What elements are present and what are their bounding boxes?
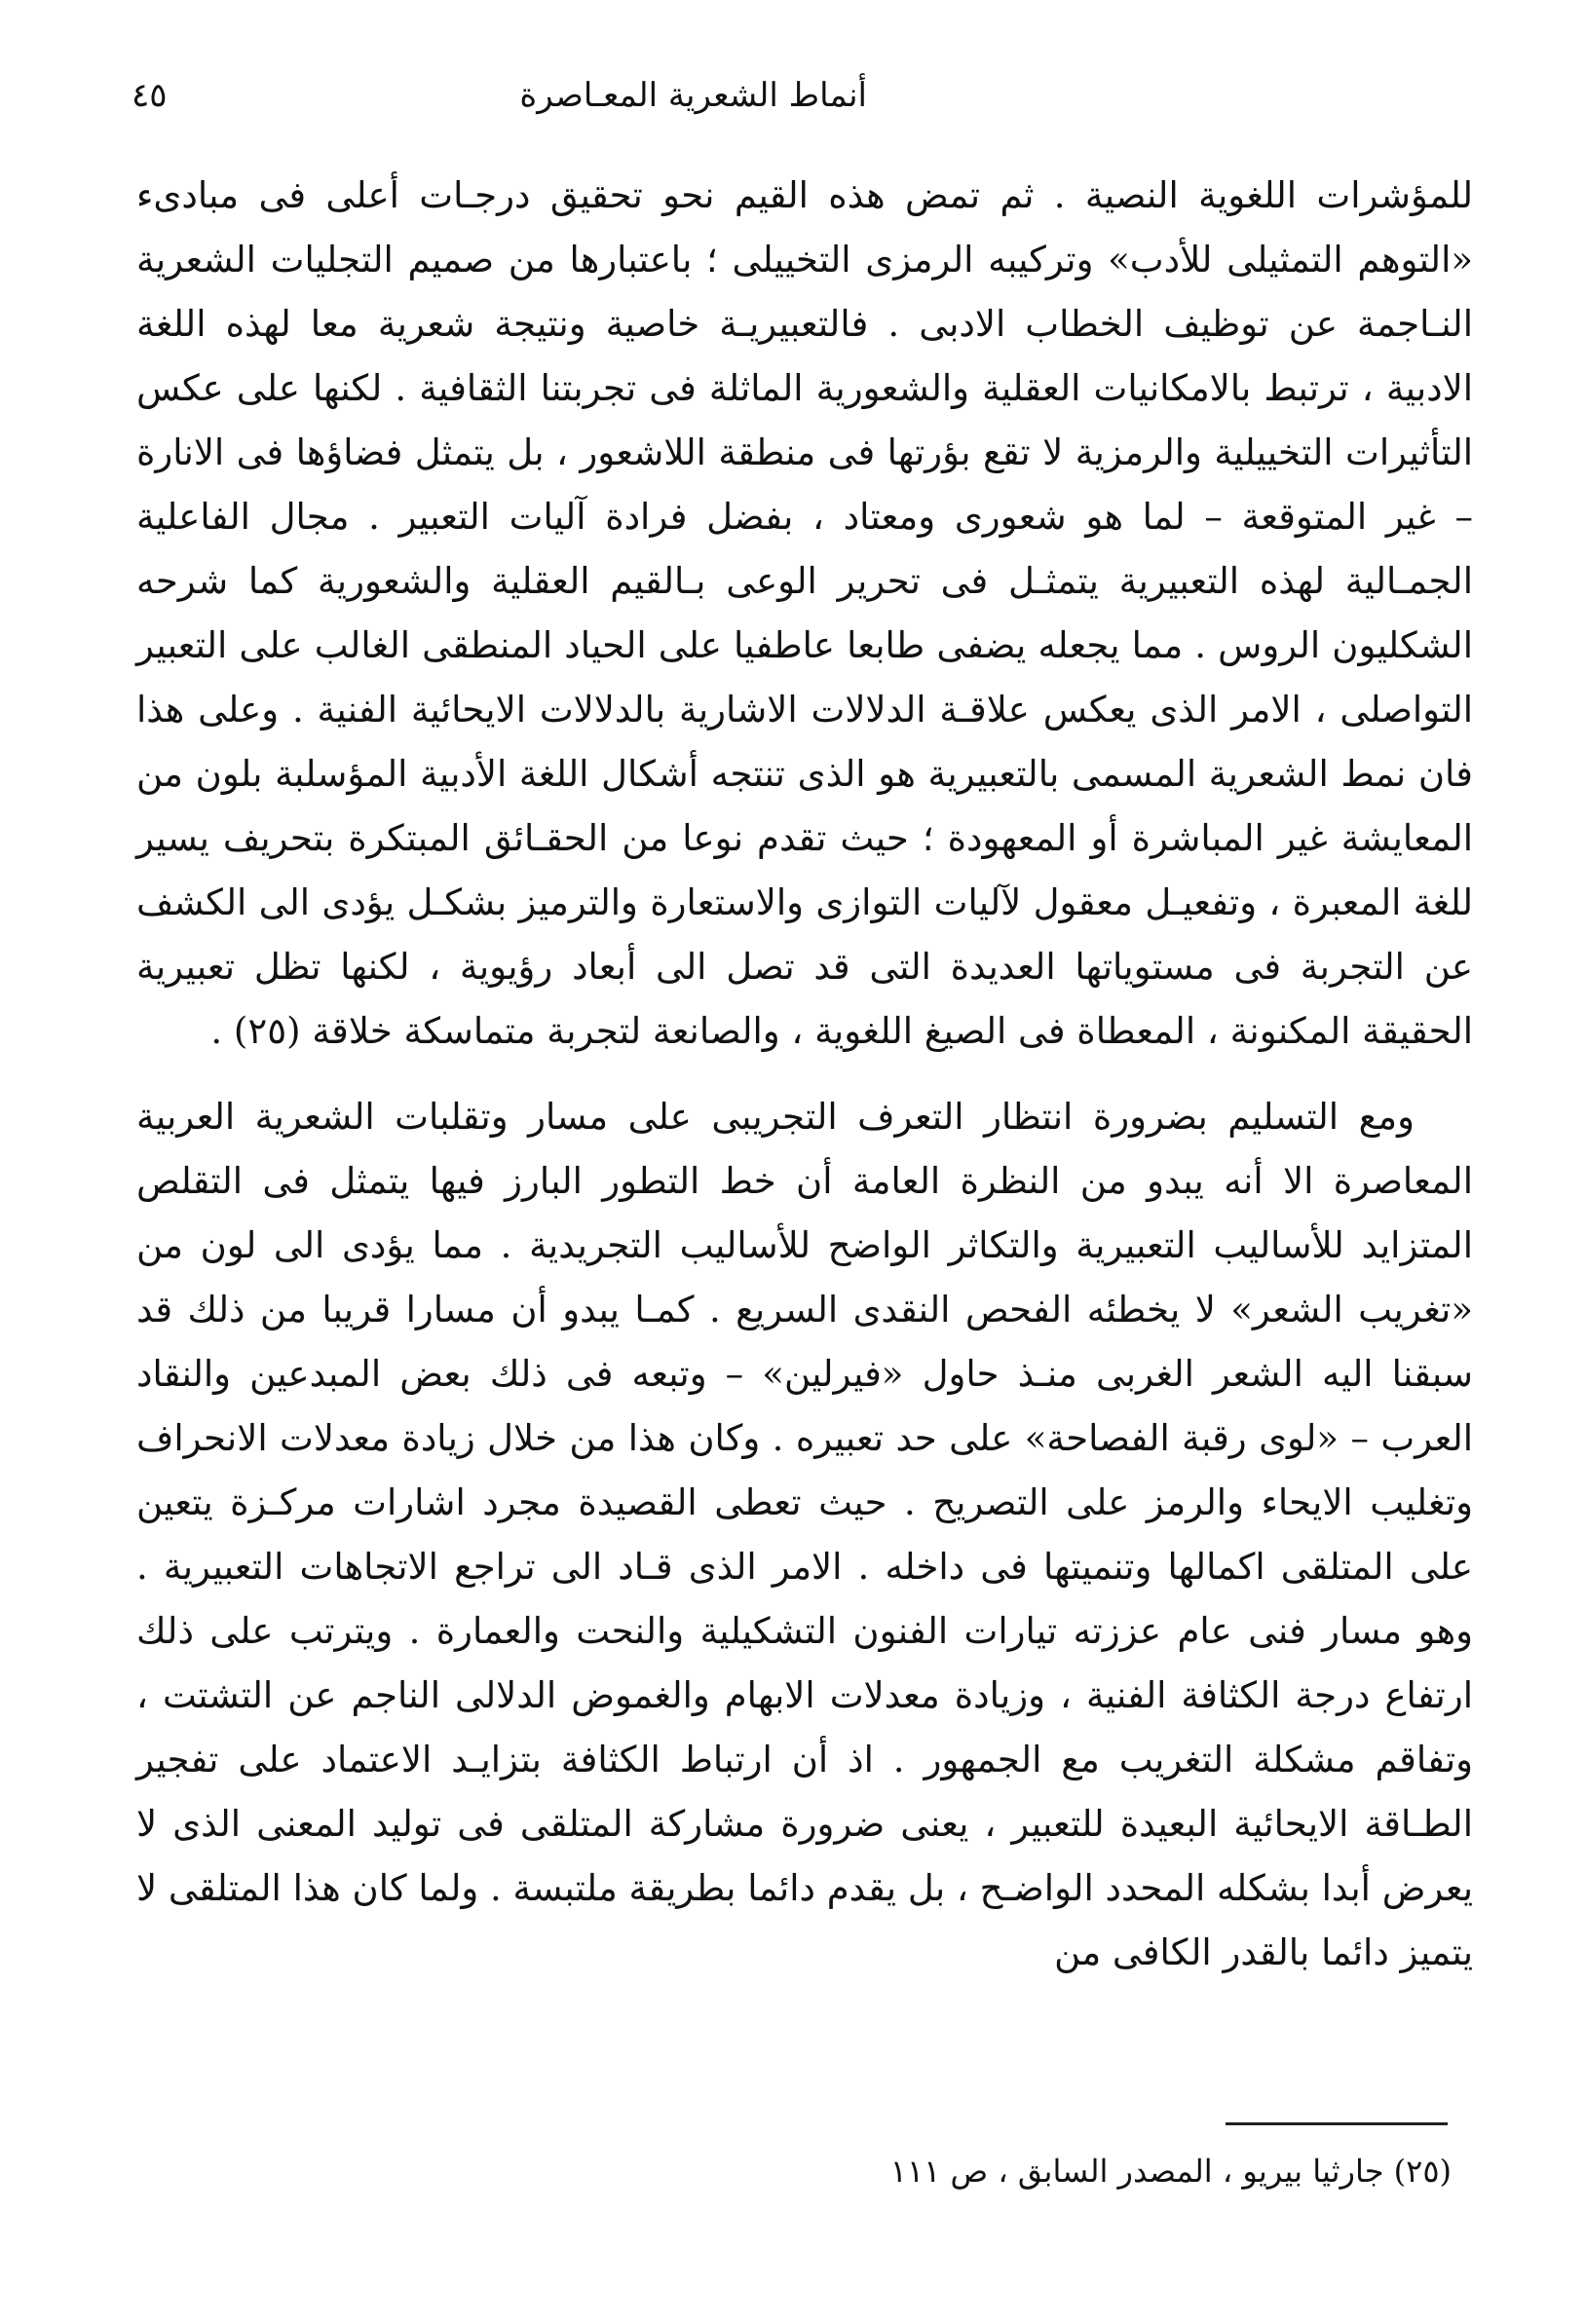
footnote: (٢٥) جارثيا بيريو ، المصدر السابق ، ص ١١١	[889, 2153, 1452, 2190]
footnote-divider	[1226, 2122, 1448, 2125]
running-title: أنماط الشعرية المعـاصرة	[519, 76, 867, 115]
body-text	[136, 164, 1473, 1985]
paragraph-2: ومع التسليم بضرورة انتظار التعرف التجريبى على مسار وتقلبات الشعرية العربية المعاصرة الا أنه يبدو من النظرة العامة أن خط التطور البارز فيها يتمثل فى التقلص المتزايد للأساليب التعبيرية والتكاثر الواضح للأساليب التجريدية . مما يؤدى الى لون من «تغريب الشعر» لا يخطئه الفحص النقدى السريع . كمـا يبدو أن مسارا قريبا من ذلك قد سبقنا اليه الشعر الغربى منـذ حاول «فيرلين» – وتبعه فى ذلك بعض المبدعين والنقاد العرب – «لوى رقبة الفصاحة» على حد تعبيره . وكان هذا من خلال زيادة معدلات الانحراف وتغليب الايحاء والرمز على التصريح . حيث تعطى القصيدة مجرد اشارات مركـزة يتعين على المتلقى اكمالها وتنميتها فى داخله . الامر الذى قـاد الى تراجع الاتجاهات التعبيرية . وهو مسار فنى عام عززته تيارات الفنون التشكيلية والنحت والعمارة . ويترتب على ذلك ارتفاع درجة الكثافة الفنية ، وزيادة معدلات الابهام والغموض الدلالى الناجم عن التشتت ، وتفاقم مشكلة التغريب مع الجمهور . اذ أن ارتباط الكثافة بتزايـد الاعتماد على تفجير الطـاقة الايحائية البعيدة للتعبير ، يعنى ضرورة مشاركة المتلقى فى توليد المعنى الذى لا يعرض أبدا بشكله المحدد الواضـح ، بل يقدم دائما بطريقة ملتبسة . ولما كان هذا المتلقى لا يتميز دائما بالقدر الكافى من	[136, 1096, 1473, 1973]
page-number: ٤٥	[132, 76, 168, 115]
paragraph-1: للمؤشرات اللغوية النصية . ثم تمض هذه القيم نحو تحقيق درجـات أعلى فى مبادىء «التوهم التمثيلى للأدب» وتركيبه الرمزى التخييلى ؛ باعتبارها من صميم التجليات الشعرية النـاجمة عن توظيف الخطاب الادبى . فالتعبيريـة خاصية ونتيجة شعرية معا لهذه اللغة الادبية ، ترتبط بالامكانيات العقلية والشعورية الماثلة فى تجربتنا الثقافية . لكنها على عكس التأثيرات التخييلية والرمزية لا تقع بؤرتها فى منطقة اللاشعور ، بل يتمثل فضاؤها فى الانارة – غير المتوقعة – لما هو شعورى ومعتاد ، بفضل فرادة آليات التعبير . مجال الفاعلية الجمـالية لهذه التعبيرية يتمثـل فى تحرير الوعى بـالقيم العقلية والشعورية كما شرحه الشكليون الروس . مما يجعله يضفى طابعا عاطفيا على الحياد المنطقى الغالب على التعبير التواصلى ، الامر الذى يعكس علاقـة الدلالات الاشارية بالدلالات الايحائية الفنية . وعلى هذا فان نمط الشعرية المسمى بالتعبيرية هو الذى تنتجه أشكال اللغة الأدبية المؤسلبة بلون من المعايشة غير المباشرة أو المعهودة ؛ حيث تقدم نوعا من الحقـائق المبتكرة بتحريف يسير للغة المعبرة ، وتفعيـل معقول لآليات التوازى والاستعارة والترميز بشكـل يؤدى الى الكشف عن التجربة فى مستوياتها العديدة التى قد تصل الى أبعاد رؤيوية ، لكنها تظل تعبيرية الحقيقة المكنونة ، المعطاة فى الصيغ اللغوية ، والصانعة لتجربة متماسكة خلاقة (٢٥) .	[136, 174, 1473, 1052]
page-header	[117, 68, 1471, 127]
